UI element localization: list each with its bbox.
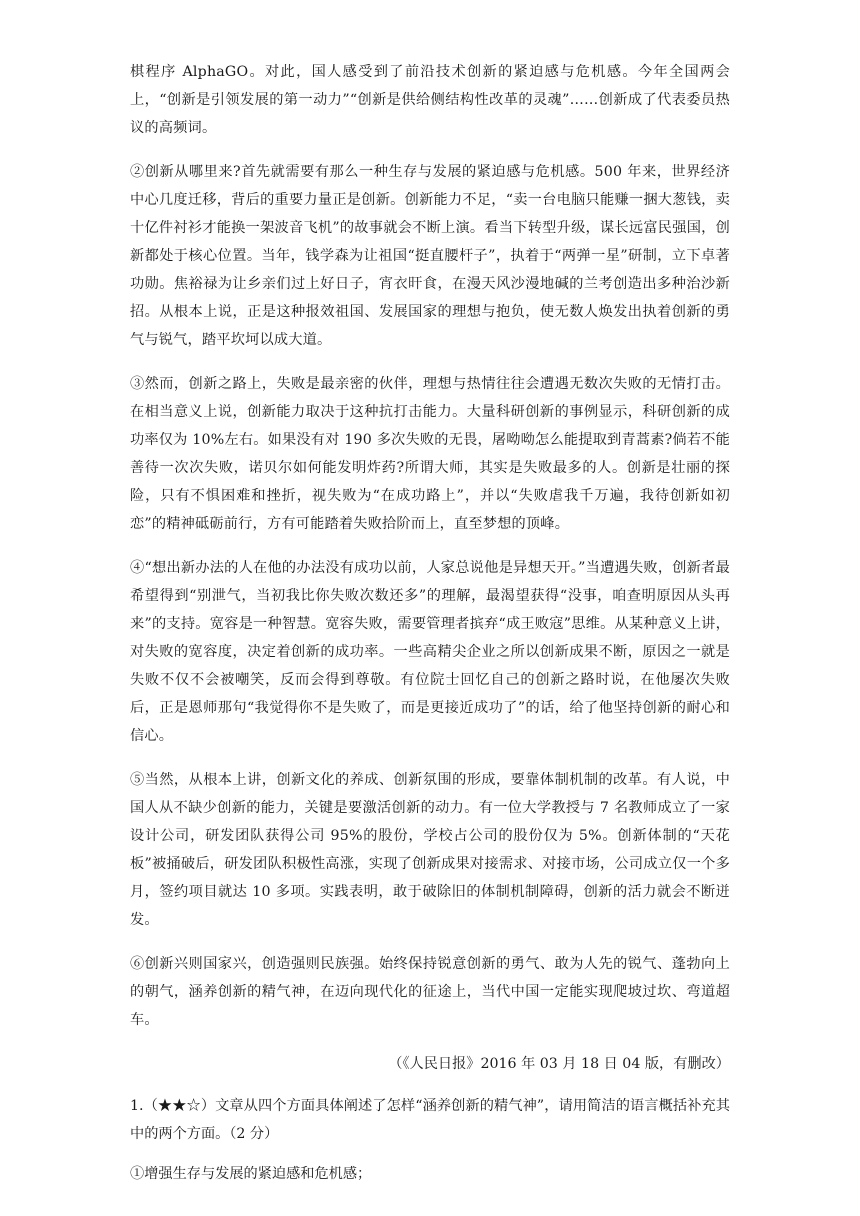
answer-line-1: ①增强生存与发展的紧迫感和危机感； [130,1166,372,1182]
paragraph-2: ②创新从哪里来?首先就需要有那么一种生存与发展的紧迫感与危机感。500 年来，世界经济中心几度迁移，背后的重要力量正是创新。创新能力不足，“卖一台电脑只能赚一捆大葱钱，卖十亿件衬衫才能换一架波音飞机”的故事就会不断上演。看当下转型升级，谋长远富民强国，创新都处于核心位置。当年，钱学森为让祖国“挺直腰杆子”，执着于“两弹一星”研制，立下卓著功勋。焦裕禄为让乡亲们过上好日子，宵衣旰食，在漫天风沙漫地碱的兰考创造出多种治沙新招。从根本上说，正是这种报效祖国、发展国家的理想与抱负，使无数人焕发出执着创新的勇气与锐气，踏平坎坷以成大道。 [130,164,730,348]
paragraph-4: ④“想出新办法的人在他的办法没有成功以前，人家总说他是异想天开。”当遭遇失败，创新者最希望得到“别泄气，当初我比你失败次数还多”的理解，最渴望获得“没事，咱查明原因从头再来”的支持。宽容是一种智慧。宽容失败，需要管理者摈弃“成王败寇”思维。从某种意义上讲，对失败的宽容度，决定着创新的成功率。一些高精尖企业之所以创新成果不断，原因之一就是失败不仅不会被嘲笑，反而会得到尊敬。有位院士回忆自己的创新之路时说，在他屡次失败后，正是恩师那句“我觉得你不是失败了，而是更接近成功了”的话，给了他坚持创新的耐心和信心。 [130,560,730,744]
paragraph-5: ⑤当然，从根本上讲，创新文化的养成、创新氛围的形成，要靠体制机制的改革。有人说，中国人从不缺少创新的能力，关键是要激活创新的动力。有一位大学教授与 7 名教师成立了一家设计公司，研发团队获得公司 95%的股份，学校占公司的股份仅为 5%。创新体制的“天花板”被捅破后，研发团队积极性高涨，实现了创新成果对接需求、对接市场，公司成立仅一个多月，签约项目就达 10 多项。实践表明，敢于破除旧的体制机制障碍，创新的活力就会不断迸发。 [130,772,730,928]
paragraph-3: ③然而，创新之路上，失败是最亲密的伙伴，理想与热情往往会遭遇无数次失败的无情打击。在相当意义上说，创新能力取决于这种抗打击能力。大量科研创新的事例显示，科研创新的成功率仅为 10%左右。如果没有对 190 多次失败的无畏，屠呦呦怎么能提取到青蒿素?倘若不能善待一次次失败，诺贝尔如何能发明炸药?所谓大师，其实是失败最多的人。创新是壮丽的探险，只有不惧困难和挫折，视失败为“在成功路上”，并以“失败虐我千万遍，我待创新如初恋”的精神砥砺前行，方有可能踏着失败拾阶而上，直至梦想的顶峰。 [130,376,730,532]
paragraph-1: 棋程序 AlphaGO。对此，国人感受到了前沿技术创新的紧迫感与危机感。今年全国两会上，“创新是引领发展的第一动力”“创新是供给侧结构性改革的灵魂”……创新成了代表委员热议的高频词。 [130,64,730,136]
question-1: 1.（★★☆）文章从四个方面具体阐述了怎样“涵养创新的精气神”，请用简洁的语言概括补充其中的两个方面。（2 分） [130,1098,730,1142]
article-source: （《人民日报》2016 年 03 月 18 日 04 版，有删改） [388,1056,730,1072]
document-page [130,58,730,1188]
paragraph-6: ⑥创新兴则国家兴，创造强则民族强。始终保持锐意创新的勇气、敢为人先的锐气、蓬勃向上的朝气，涵养创新的精气神，在迈向现代化的征途上，当代中国一定能实现爬坡过坎、弯道超车。 [130,956,730,1028]
